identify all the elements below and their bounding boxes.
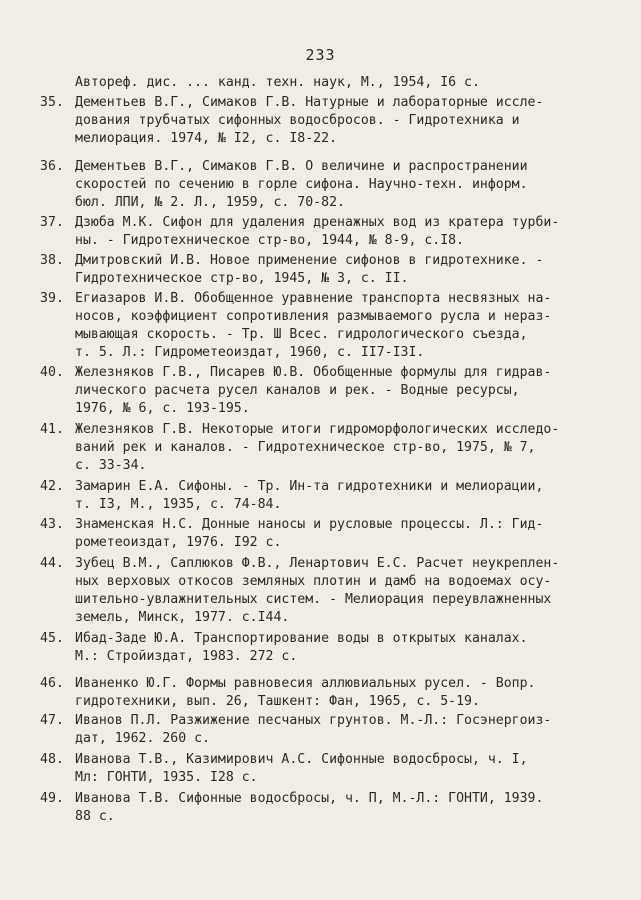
reference-line: 1976, № 6, с. 193-195. [75, 401, 250, 416]
reference-line: Дмитровский И.В. Новое применение сифонов в гидротехнике. - [75, 253, 544, 268]
continued-reference-line: Автореф. дис. ... канд. техн. наук, М., 1954, I6 с. [75, 75, 480, 90]
reference-line: дования трубчатых сифонных водосбросов. - Гидротехника и [75, 113, 520, 128]
reference-text [75, 516, 605, 552]
reference-text [75, 252, 605, 288]
reference-line: Егиазаров И.В. Обобщенное уравнение транспорта несвязных на- [75, 291, 552, 306]
reference-number: 48. [40, 752, 64, 767]
reference-line: Знаменская Н.С. Донные наносы и русловые процессы. Л.: Гид- [75, 517, 544, 532]
reference-line: Мл: ГОНТИ, 1935. I28 с. [75, 770, 258, 785]
reference-line: земель, Минск, 1977. с.I44. [75, 610, 290, 625]
reference-number: 35. [40, 95, 64, 110]
reference-text [75, 630, 605, 666]
reference-line: носов, коэффициент сопротивления размываемого русла и нераз- [75, 309, 552, 324]
reference-line: Зубец В.М., Саплюков Ф.В., Ленартович Е.С. Расчет неукреплен- [75, 556, 560, 571]
reference-text [75, 675, 605, 711]
reference-line: скоростей по сечению в горле сифона. Научно-техн. информ. [75, 177, 528, 192]
reference-line: ных верховых откосов земляных плотин и дамб на водоемах осу- [75, 574, 552, 589]
reference-line: Дзюба М.К. Сифон для удаления дренажных вод из кратера турби- [75, 215, 560, 230]
reference-line: лического расчета русел каналов и рек. - Водные ресурсы, [75, 383, 520, 398]
reference-number: 36. [40, 159, 64, 174]
reference-line: Иванова Т.В., Казимирович А.С. Сифонные водосбросы, ч. I, [75, 752, 528, 767]
reference-number: 38. [40, 253, 64, 268]
reference-line: мелиорация. 1974, № I2, с. I8-22. [75, 131, 338, 146]
reference-number: 49. [40, 791, 64, 806]
reference-text [75, 158, 605, 212]
reference-text [75, 421, 605, 475]
reference-line: Ибад-Заде Ю.А. Транспортирование воды в открытых каналах. [75, 631, 528, 646]
reference-number: 40. [40, 365, 64, 380]
reference-text [75, 364, 605, 418]
reference-line: Дементьев В.Г., Симаков Г.В. Натурные и лабораторные иссле- [75, 95, 544, 110]
reference-line: Иваненко Ю.Г. Формы равновесия аллювиальных русел. - Вопр. [75, 676, 536, 691]
reference-number: 44. [40, 556, 64, 571]
reference-line: с. 33-34. [75, 458, 147, 473]
reference-text [75, 290, 605, 362]
reference-line: Замарин Е.А. Сифоны. - Тр. Ин-та гидротехники и мелиорации, [75, 479, 544, 494]
reference-number: 46. [40, 676, 64, 691]
reference-number: 37. [40, 215, 64, 230]
reference-line: дат, 1962. 260 с. [75, 731, 210, 746]
reference-line: Железняков Г.В., Писарев Ю.В. Обобщенные формулы для гидрав- [75, 365, 552, 380]
reference-text [75, 790, 605, 826]
reference-text [75, 712, 605, 748]
reference-line: Дементьев В.Г., Симаков Г.В. О величине и распространении [75, 159, 528, 174]
reference-line: М.: Стройиздат, 1983. 272 с. [75, 649, 298, 664]
reference-line: гидротехники, вып. 26, Ташкент: Фан, 1965, с. 5-19. [75, 694, 480, 709]
reference-line: Иванов П.Л. Разжижение песчаных грунтов. М.-Л.: Госэнергоиз- [75, 713, 552, 728]
reference-text [75, 555, 605, 627]
reference-number: 42. [40, 479, 64, 494]
reference-number: 41. [40, 422, 64, 437]
reference-line: т. I3, М., 1935, с. 74-84. [75, 497, 282, 512]
page-number: 233 [305, 46, 336, 64]
reference-number: 39. [40, 291, 64, 306]
reference-text [75, 214, 605, 250]
reference-line: шительно-увлажнительных систем. - Мелиорация переувлажненных [75, 592, 552, 607]
reference-text [75, 478, 605, 514]
reference-line: т. 5. Л.: Гидрометеоиздат, 1960, с. II7-I3I. [75, 345, 425, 360]
reference-line: ваний рек и каналов. - Гидротехническое стр-во, 1975, № 7, [75, 440, 536, 455]
reference-line: рометеоиздат, 1976. I92 с. [75, 535, 282, 550]
reference-line: Железняков Г.В. Некоторые итоги гидроморфологических исследо- [75, 422, 560, 437]
reference-text [75, 751, 605, 787]
reference-line: мывающая скорость. - Тр. Ш Всес. гидрологического съезда, [75, 327, 528, 342]
reference-number: 45. [40, 631, 64, 646]
reference-number: 47. [40, 713, 64, 728]
reference-line: 88 с. [75, 809, 115, 824]
reference-line: Иванова Т.В. Сифонные водосбросы, ч. П, М.-Л.: ГОНТИ, 1939. [75, 791, 544, 806]
reference-text [75, 94, 605, 148]
reference-line: Гидротехническое стр-во, 1945, № 3, с. II. [75, 271, 409, 286]
reference-number: 43. [40, 517, 64, 532]
reference-line: бюл. ЛПИ, № 2. Л., 1959, с. 70-82. [75, 195, 345, 210]
reference-line: ны. - Гидротехническое стр-во, 1944, № 8-9, с.I8. [75, 233, 465, 248]
